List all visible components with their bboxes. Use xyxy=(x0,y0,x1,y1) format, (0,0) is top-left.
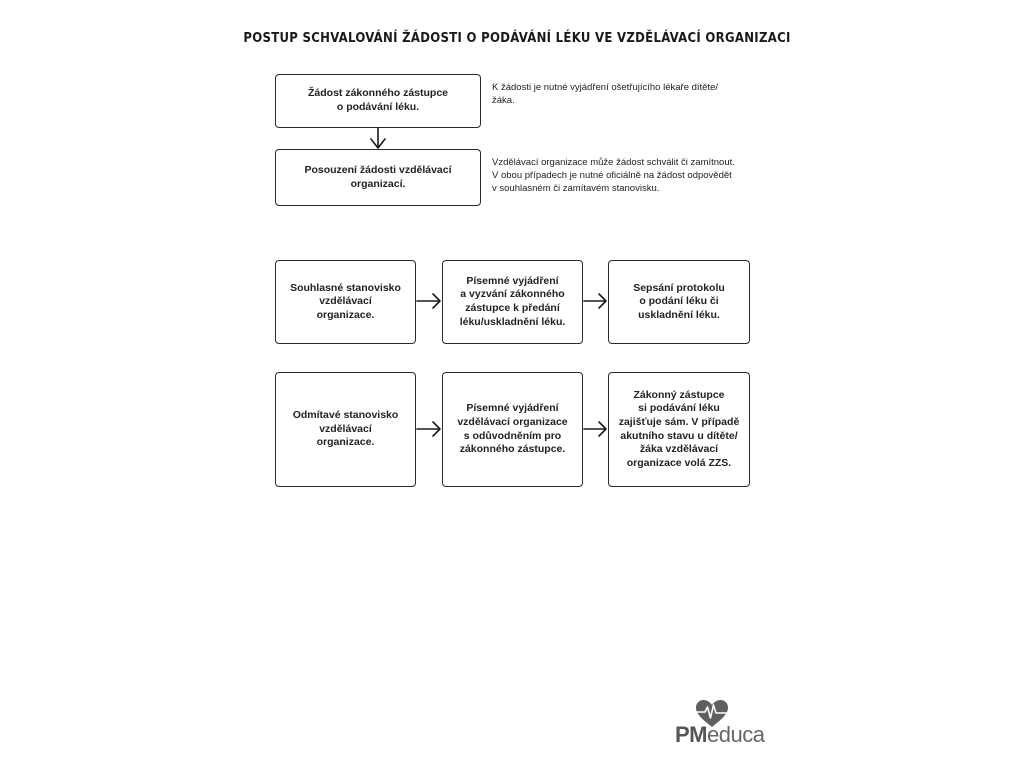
approve-step1-label: Souhlasné stanovisko vzdělávací organizace. xyxy=(290,281,401,321)
approve-step3-label: Sepsání protokolu o podání léku či uskladnění léku. xyxy=(633,281,725,321)
arrow-reject-1-2 xyxy=(417,422,440,436)
assessment-label: Posouzení žádosti vzdělávací organizací. xyxy=(304,163,452,190)
assessment-note: Vzdělávací organizace může žádost schválit či zamítnout. V obou případech je nutné oficiálně na žádost odpovědět v souhlasném či zamítavém stanovisku. xyxy=(492,157,735,194)
logo-prefix: PM xyxy=(675,722,707,747)
reject-step1-label: Odmítavé stanovisko vzdělávací organizace. xyxy=(292,409,399,449)
request-label: Žádost zákonného zástupce o podávání léku. xyxy=(307,87,449,113)
arrow-request-to-assessment xyxy=(371,128,385,148)
diagram-title: POSTUP SCHVALOVÁNÍ ŽÁDOSTI O PODÁVÁNÍ LÉKU VE VZDĚLÁVACÍ ORGANIZACI xyxy=(243,31,791,46)
pmeduca-logo xyxy=(675,722,764,748)
arrow-approve-1-2 xyxy=(417,294,440,308)
reject-step2-label: Písemné vyjádření vzdělávací organizace s odůvodněním pro zákonného zástupce. xyxy=(457,402,568,456)
approve-step2-label: Písemné vyjádření a vyzvání zákonného zástupce k předání léku/uskladnění léku. xyxy=(459,274,566,328)
reject-step3-label: Zákonný zástupce si podávání léku zajišťuje sám. V případě akutního stavu u dítěte/ žáka vzdělávací organizace volá ZZS. xyxy=(618,388,740,469)
request-note: K žádosti je nutné vyjádření ošetřujícího lékaře dítěte/ žáka. xyxy=(492,82,719,106)
arrow-approve-2-3 xyxy=(584,294,606,308)
arrow-reject-2-3 xyxy=(584,422,606,436)
logo-suffix: educa xyxy=(707,722,765,747)
